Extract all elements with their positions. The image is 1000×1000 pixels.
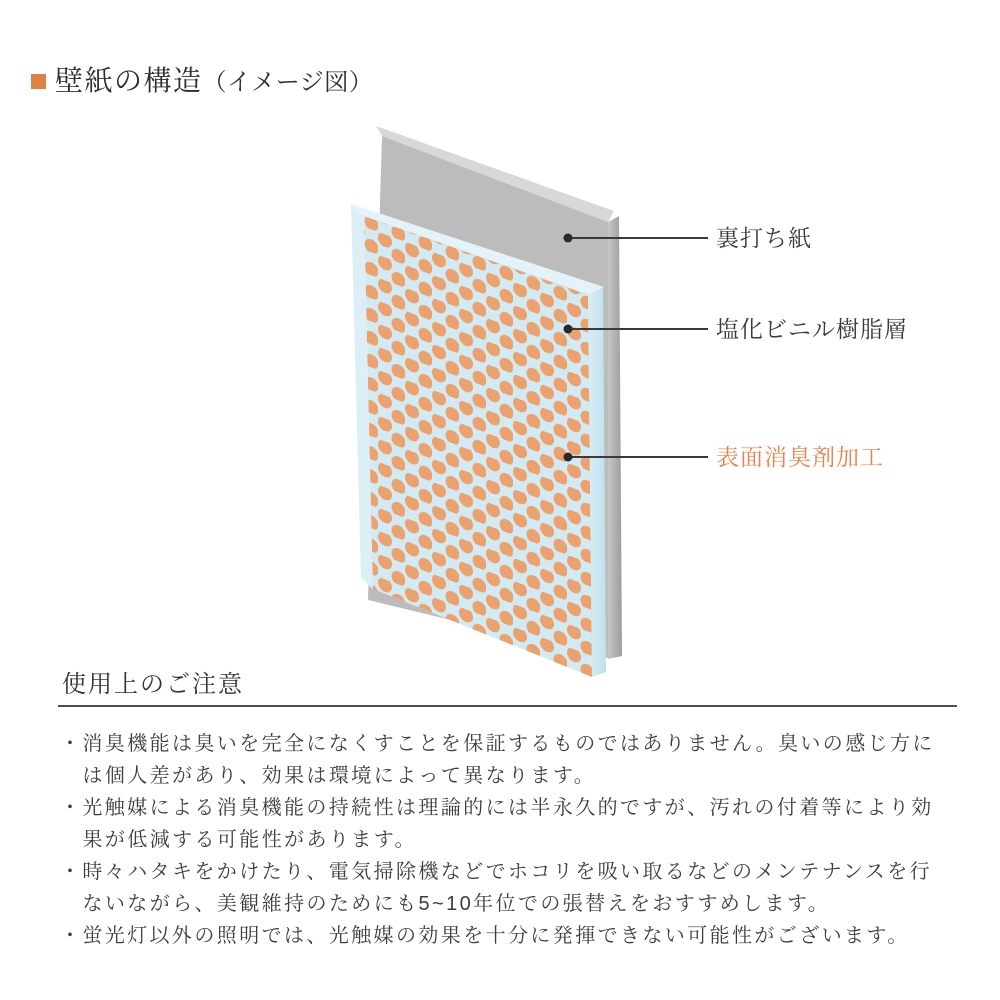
leader-dot-backing-paper [564, 234, 573, 243]
note-text: 光触媒による消臭機能の持続性は理論的には半永久的ですが、汚れの付着等により効果が低減する可能性があります。 [82, 797, 934, 851]
note-bullet: ・ [60, 861, 83, 883]
label-backing-paper: 裏打ち紙 [716, 225, 812, 251]
label-vinyl-layer: 塩化ビニル樹脂層 [716, 316, 908, 342]
note-item [60, 793, 949, 856]
backing-paper-side-face [608, 216, 622, 659]
notes-divider [58, 705, 957, 707]
page-title-main: 壁紙の構造 [55, 65, 203, 96]
notes-heading: 使用上のご注意 [62, 671, 244, 698]
note-item [60, 921, 949, 953]
note-bullet: ・ [60, 925, 83, 947]
leader-dot-deodorant [564, 453, 573, 462]
note-text: 消臭機能は臭いを完全になくすことを保証するものではありません。臭いの感じ方には個人差があり、効果は環境によって異なります。 [82, 733, 935, 787]
note-text: 蛍光灯以外の照明では、光触媒の効果を十分に発揮できない可能性がございます。 [82, 925, 910, 947]
note-bullet: ・ [60, 733, 83, 755]
page-title-sub: （イメージ図） [202, 69, 374, 96]
notes-list [60, 729, 949, 954]
leader-dot-vinyl-layer [564, 325, 573, 334]
label-deodorant-treatment: 表面消臭剤加工 [716, 444, 884, 470]
deodorant-dot-surface [364, 216, 592, 677]
note-item [60, 857, 949, 920]
note-bullet: ・ [60, 797, 83, 819]
note-text: 時々ハタキをかけたり、電気掃除機などでホコリを吸い取るなどのメンテナンスを行ないながら、美観維持のためにも5~10年位での張替えをおすすめします。 [82, 861, 933, 915]
note-item [60, 729, 949, 792]
